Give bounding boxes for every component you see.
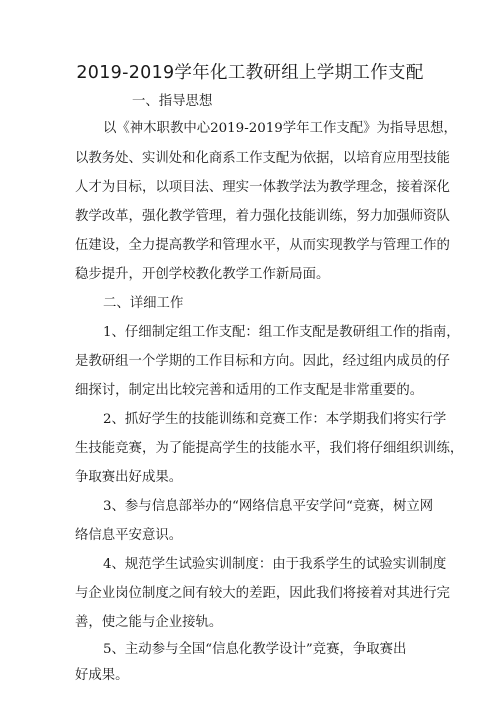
list-item-line: 5、主动参与全国“信息化教学设计”竞赛，争取赛出 [103,642,407,657]
list-item-line: 4、规范学生试验实训制度：由于我系学生的试验实训制度 [103,557,447,572]
paragraph-line: 稳步提升，开创学校教化教学工作新局面。 [75,267,330,282]
list-item-line: 善，使之能与企业接轨。 [75,615,223,630]
document-title: 2019-2019学年化工教研组上学期工作支配 [76,63,424,83]
list-item-line: 争取赛出好成果。 [75,470,183,485]
list-item-line: 2、抓好学生的技能训练和竞赛工作：本学期我们将实行学 [103,412,447,427]
paragraph-line: 以《神木职教中心2019-2019学年工作支配》为指导思想， [103,121,457,136]
paragraph-line: 教学改革，强化教学管理，着力强化技能训练，努力加强师资队 [75,209,450,224]
list-item-line: 络信息平安意识。 [75,528,183,543]
list-item-line: 3、参与信息部举办的“网络信息平安学问“竞赛，树立网 [103,499,434,514]
list-item-line: 与企业岗位制度之间有较大的差距，因此我们将接着对其进行完 [75,586,450,601]
paragraph-line: 以教务处、实训处和化商系工作支配为依据，以培育应用型技能 [75,151,450,166]
list-item-line: 细探讨，制定出比较完善和适用的工作支配是非常重要的。 [75,383,424,398]
list-item-line: 1、仔细制定组工作支配：组工作支配是教研组工作的指南， [103,325,460,340]
list-item-line: 是教研组一个学期的工作目标和方向。因此，经过组内成员的仔 [75,354,450,369]
list-item-line: 好成果。 [75,668,129,683]
paragraph-line: 伍建设，全力提高教学和管理水平，从而实现教学与管理工作的 [75,238,450,253]
section-heading-detailed-work: 二、详细工作 [103,296,184,311]
section-heading-guiding-thought: 一、指导思想 [132,94,213,109]
paragraph-line: 人才为目标，以项目法、理实一体教学法为教学理念，接着深化 [75,180,450,195]
list-item-line: 生技能竞赛，为了能提高学生的技能水平，我们将仔细组织训练， [75,441,464,456]
